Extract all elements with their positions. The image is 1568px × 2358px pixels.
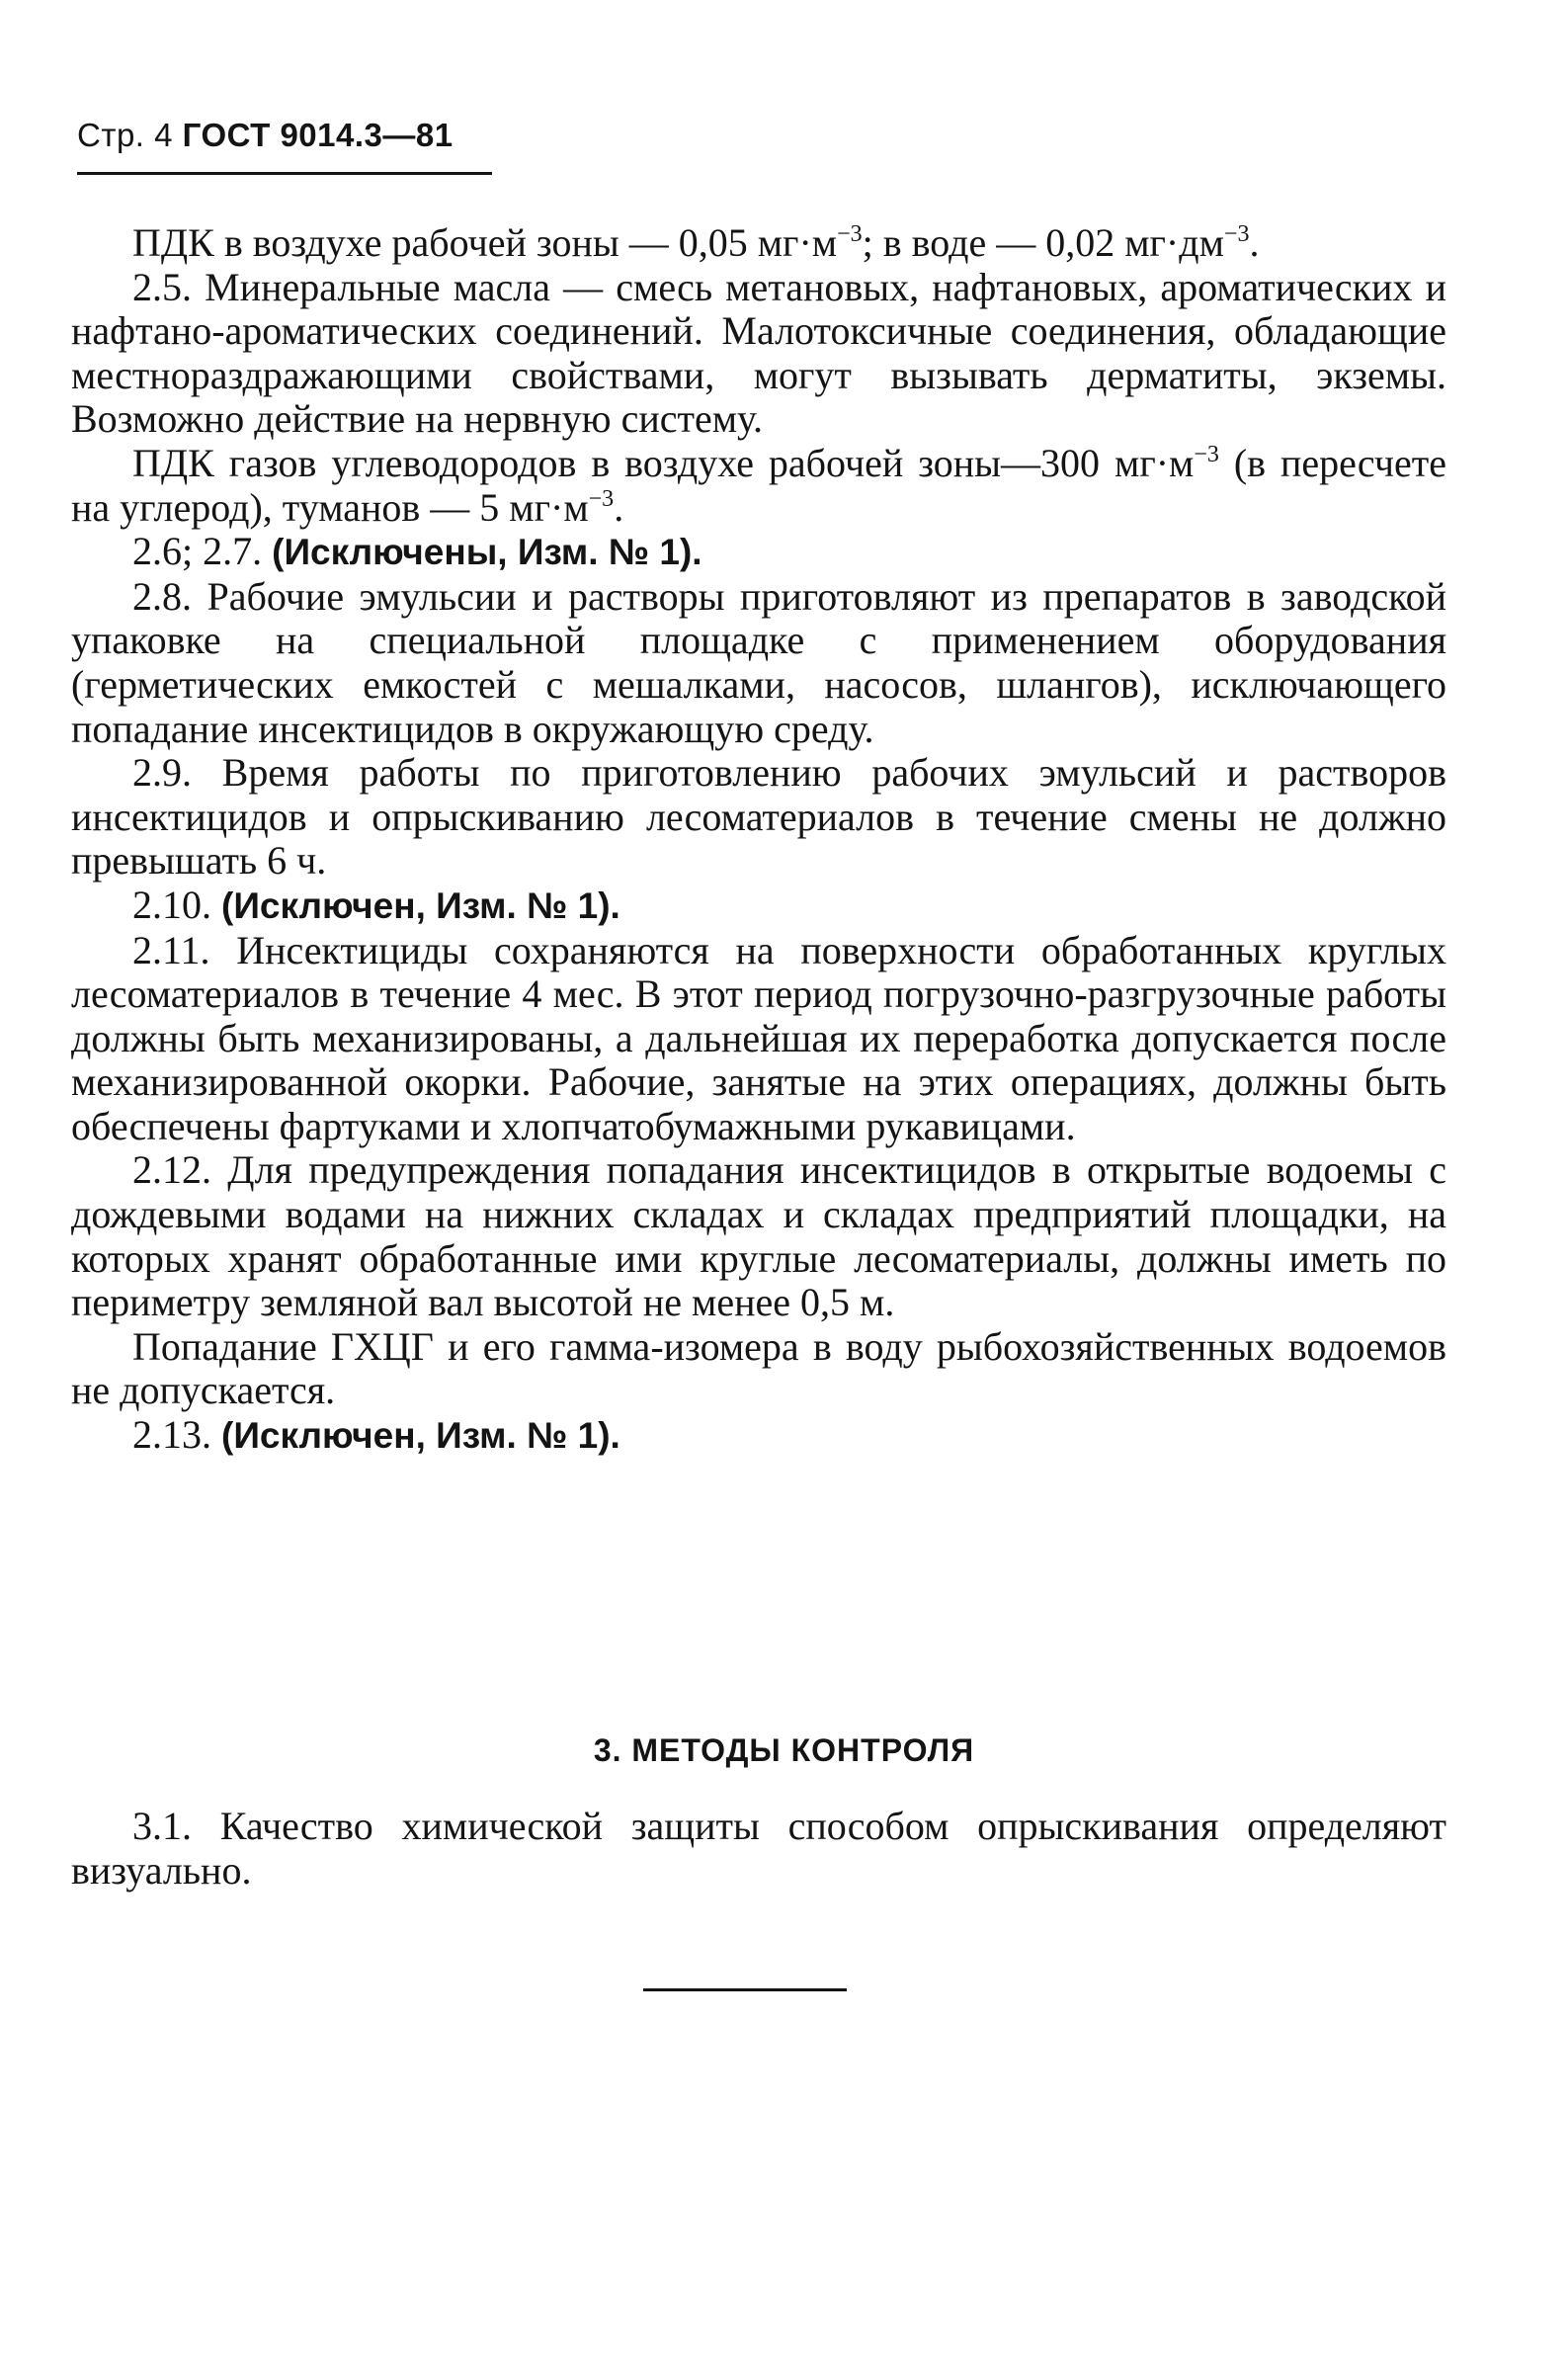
paragraph-2-11: 2.11. Инсектициды сохраняются на поверхности обработанных круглых лесоматериалов в течение 4 мес. В этот период погрузочно-разгрузочные работы должны быть механизированы, а дальнейшая их переработка допускается после механизированной окорки. Рабочие, занятые на этих операциях, должны быть обеспечены фартуками и хлопчатобумажными рукавицами. <box>71 927 1446 1148</box>
page-label: Стр. 4 <box>77 117 173 153</box>
paragraph-hchg: Попадание ГХЦГ и его гамма-изомера в воду рыбохозяйственных водоемов не допускается. <box>71 1323 1446 1413</box>
paragraph-pdk-air-water: ПДК в воздухе рабочей зоны — 0,05 $мг\cdot м^{-3}$; в воде — 0,02 $мг\cdot дм^{-3}$. <box>132 220 1260 265</box>
header-rule <box>77 172 492 175</box>
body-text <box>71 221 1446 1459</box>
section-heading-3: 3. МЕТОДЫ КОНТРОЛЯ <box>593 1732 975 1768</box>
paragraph-2-6-2-7: 2.6; 2.7. (Исключены, Изм. № 1). <box>132 529 702 574</box>
running-header <box>77 117 454 154</box>
paragraph-2-8: 2.8. Рабочие эмульсии и растворы приготовляют из препаратов в заводской упаковке на специальной площадке с применением оборудования (герметических емкостей с мешалками, насосов, шлангов), исключающего попадание инсектицидов в окружающую среду. <box>71 573 1446 751</box>
paragraph-2-10: 2.10. (Исключен, Изм. № 1). <box>132 882 620 927</box>
end-rule <box>643 1988 847 1991</box>
paragraph-pdk-hydrocarbons: ПДК газов углеводородов в воздухе рабочей зоны—300 $мг\cdot м^{-3}$ (в пересчете на углерод), туманов — 5 $мг\cdot м^{-3}$. <box>71 440 1446 530</box>
standard-number: ГОСТ 9014.3—81 <box>182 117 454 153</box>
paragraph-2-5: 2.5. Минеральные масла — смесь метановых, нафтановых, ароматических и нафтано-ароматических соединений. Малотоксичные соединения, обладающие местнораздражающими свойствами, могут вызывать дерматиты, экземы. Возможно действие на нервную систему. <box>71 264 1446 442</box>
paragraph-2-13: 2.13. (Исключен, Изм. № 1). <box>132 1412 620 1458</box>
paragraph-2-12: 2.12. Для предупреждения попадания инсектицидов в открытые водоемы с дождевыми водами на нижних складах и складах предприятий площадки, на которых хранят обработанные ими круглые лесоматериалы, должны иметь по периметру земляной вал высотой не менее 0,5 м. <box>71 1147 1446 1325</box>
section-3-text <box>71 1804 1446 1893</box>
paragraph-3-1: 3.1. Качество химической защиты способом опрыскивания определяют визуально. <box>71 1804 1446 1893</box>
paragraph-2-9: 2.9. Время работы по приготовлению рабочих эмульсий и растворов инсектицидов и опрыскиванию лесоматериалов в течение смены не должно превышать 6 ч. <box>71 750 1446 884</box>
